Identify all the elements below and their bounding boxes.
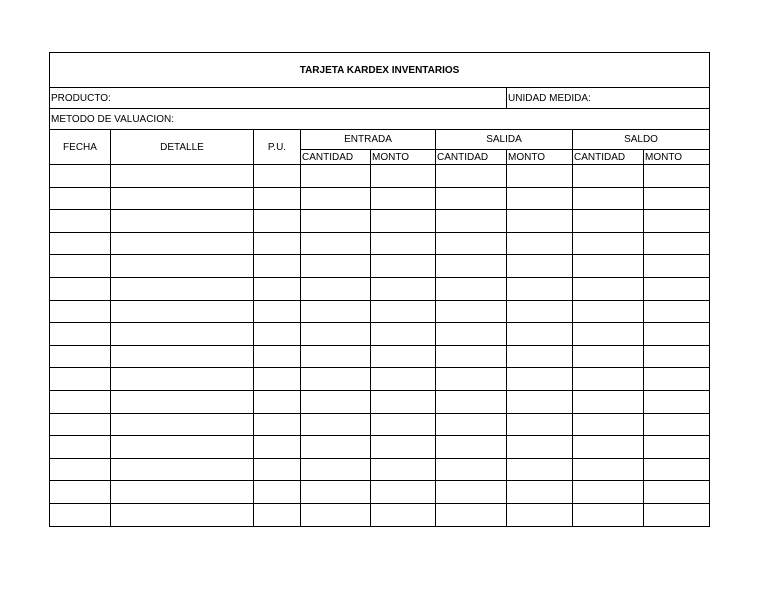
salida-cantidad-cell xyxy=(436,503,507,526)
entrada-monto-cell xyxy=(371,232,436,255)
salida-monto-cell xyxy=(507,323,573,346)
fecha-cell xyxy=(50,255,111,278)
saldo-cantidad-cell xyxy=(573,300,644,323)
table-row xyxy=(50,436,710,459)
detalle-cell xyxy=(111,481,254,504)
unidad-medida-label: UNIDAD MEDIDA: xyxy=(507,88,710,109)
pu-cell xyxy=(254,277,301,300)
salida-cantidad-cell xyxy=(436,390,507,413)
pu-cell xyxy=(254,436,301,459)
entrada-cantidad-cell xyxy=(301,300,371,323)
table-row xyxy=(50,413,710,436)
saldo-cantidad-cell xyxy=(573,165,644,188)
saldo-monto-cell xyxy=(644,210,710,233)
fecha-cell xyxy=(50,368,111,391)
saldo-monto-cell xyxy=(644,345,710,368)
pu-cell xyxy=(254,255,301,278)
salida-cantidad-header: CANTIDAD xyxy=(436,150,507,165)
entrada-monto-cell xyxy=(371,323,436,346)
salida-cantidad-cell xyxy=(436,300,507,323)
saldo-monto-cell xyxy=(644,413,710,436)
salida-monto-cell xyxy=(507,255,573,278)
saldo-monto-cell xyxy=(644,481,710,504)
fecha-cell xyxy=(50,458,111,481)
salida-cantidad-cell xyxy=(436,210,507,233)
detalle-cell xyxy=(111,255,254,278)
table-row xyxy=(50,368,710,391)
fecha-cell xyxy=(50,232,111,255)
saldo-monto-cell xyxy=(644,368,710,391)
saldo-cantidad-header: CANTIDAD xyxy=(573,150,644,165)
entrada-monto-cell xyxy=(371,503,436,526)
saldo-monto-cell xyxy=(644,277,710,300)
saldo-cantidad-cell xyxy=(573,210,644,233)
salida-monto-cell xyxy=(507,277,573,300)
entrada-cantidad-cell xyxy=(301,458,371,481)
salida-cantidad-cell xyxy=(436,277,507,300)
detalle-cell xyxy=(111,323,254,346)
detalle-cell xyxy=(111,345,254,368)
table-row xyxy=(50,300,710,323)
producto-label: PRODUCTO: xyxy=(50,88,507,109)
fecha-cell xyxy=(50,436,111,459)
pu-cell xyxy=(254,390,301,413)
saldo-monto-cell xyxy=(644,255,710,278)
salida-monto-cell xyxy=(507,368,573,391)
entrada-monto-cell xyxy=(371,481,436,504)
entrada-cantidad-cell xyxy=(301,345,371,368)
entrada-header: ENTRADA xyxy=(301,130,436,150)
salida-monto-cell xyxy=(507,232,573,255)
entrada-monto-cell xyxy=(371,345,436,368)
saldo-monto-cell xyxy=(644,390,710,413)
pu-cell xyxy=(254,345,301,368)
salida-cantidad-cell xyxy=(436,458,507,481)
form-title: TARJETA KARDEX INVENTARIOS xyxy=(50,53,710,88)
entrada-cantidad-cell xyxy=(301,165,371,188)
pu-cell xyxy=(254,232,301,255)
fecha-cell xyxy=(50,481,111,504)
salida-monto-cell xyxy=(507,436,573,459)
pu-cell xyxy=(254,368,301,391)
salida-cantidad-cell xyxy=(436,323,507,346)
salida-cantidad-cell xyxy=(436,481,507,504)
saldo-monto-header: MONTO xyxy=(644,150,710,165)
entrada-monto-cell xyxy=(371,413,436,436)
detalle-cell xyxy=(111,390,254,413)
salida-cantidad-cell xyxy=(436,436,507,459)
saldo-cantidad-cell xyxy=(573,390,644,413)
fecha-cell xyxy=(50,413,111,436)
entrada-monto-cell xyxy=(371,210,436,233)
saldo-cantidad-cell xyxy=(573,368,644,391)
detalle-cell xyxy=(111,300,254,323)
salida-monto-cell xyxy=(507,210,573,233)
detalle-cell xyxy=(111,503,254,526)
table-row xyxy=(50,458,710,481)
entrada-cantidad-cell xyxy=(301,187,371,210)
saldo-cantidad-cell xyxy=(573,323,644,346)
salida-monto-cell xyxy=(507,187,573,210)
detalle-cell xyxy=(111,277,254,300)
entrada-monto-cell xyxy=(371,368,436,391)
table-row xyxy=(50,345,710,368)
fecha-cell xyxy=(50,345,111,368)
detalle-cell xyxy=(111,436,254,459)
saldo-header: SALDO xyxy=(573,130,710,150)
table-row xyxy=(50,255,710,278)
salida-cantidad-cell xyxy=(436,255,507,278)
salida-monto-cell xyxy=(507,165,573,188)
detalle-header: DETALLE xyxy=(111,130,254,165)
table-row xyxy=(50,165,710,188)
salida-monto-cell xyxy=(507,300,573,323)
fecha-cell xyxy=(50,503,111,526)
detalle-cell xyxy=(111,368,254,391)
entrada-monto-cell xyxy=(371,436,436,459)
saldo-cantidad-cell xyxy=(573,503,644,526)
entrada-cantidad-cell xyxy=(301,210,371,233)
fecha-cell xyxy=(50,210,111,233)
entrada-cantidad-cell xyxy=(301,481,371,504)
fecha-cell xyxy=(50,390,111,413)
table-row xyxy=(50,481,710,504)
detalle-cell xyxy=(111,210,254,233)
detalle-cell xyxy=(111,458,254,481)
saldo-cantidad-cell xyxy=(573,255,644,278)
table-row xyxy=(50,232,710,255)
entrada-cantidad-cell xyxy=(301,323,371,346)
saldo-cantidad-cell xyxy=(573,187,644,210)
saldo-monto-cell xyxy=(644,323,710,346)
saldo-cantidad-cell xyxy=(573,277,644,300)
detalle-cell xyxy=(111,413,254,436)
table-row xyxy=(50,503,710,526)
pu-cell xyxy=(254,481,301,504)
fecha-cell xyxy=(50,187,111,210)
table-row xyxy=(50,323,710,346)
saldo-cantidad-cell xyxy=(573,232,644,255)
entrada-cantidad-header: CANTIDAD xyxy=(301,150,371,165)
pu-cell xyxy=(254,210,301,233)
saldo-cantidad-cell xyxy=(573,413,644,436)
detalle-cell xyxy=(111,187,254,210)
entrada-monto-cell xyxy=(371,390,436,413)
fecha-header: FECHA xyxy=(50,130,111,165)
pu-cell xyxy=(254,458,301,481)
salida-cantidad-cell xyxy=(436,165,507,188)
entrada-monto-cell xyxy=(371,165,436,188)
salida-cantidad-cell xyxy=(436,187,507,210)
detalle-cell xyxy=(111,165,254,188)
entrada-monto-cell xyxy=(371,187,436,210)
saldo-monto-cell xyxy=(644,187,710,210)
entrada-cantidad-cell xyxy=(301,436,371,459)
metodo-valuacion-label: METODO DE VALUACION: xyxy=(50,109,710,130)
saldo-cantidad-cell xyxy=(573,458,644,481)
saldo-monto-cell xyxy=(644,436,710,459)
entrada-monto-header: MONTO xyxy=(371,150,436,165)
fecha-cell xyxy=(50,323,111,346)
entrada-cantidad-cell xyxy=(301,413,371,436)
salida-cantidad-cell xyxy=(436,232,507,255)
entrada-monto-cell xyxy=(371,300,436,323)
entrada-cantidad-cell xyxy=(301,368,371,391)
salida-monto-cell xyxy=(507,481,573,504)
pu-cell xyxy=(254,323,301,346)
saldo-cantidad-cell xyxy=(573,436,644,459)
table-row xyxy=(50,390,710,413)
salida-cantidad-cell xyxy=(436,345,507,368)
entrada-monto-cell xyxy=(371,255,436,278)
pu-cell xyxy=(254,300,301,323)
entrada-cantidad-cell xyxy=(301,277,371,300)
fecha-cell xyxy=(50,165,111,188)
detalle-cell xyxy=(111,232,254,255)
saldo-monto-cell xyxy=(644,300,710,323)
entrada-cantidad-cell xyxy=(301,390,371,413)
pu-cell xyxy=(254,503,301,526)
pu-header: P.U. xyxy=(254,130,301,165)
saldo-monto-cell xyxy=(644,165,710,188)
table-row xyxy=(50,210,710,233)
table-row xyxy=(50,187,710,210)
pu-cell xyxy=(254,165,301,188)
saldo-monto-cell xyxy=(644,232,710,255)
saldo-monto-cell xyxy=(644,458,710,481)
fecha-cell xyxy=(50,277,111,300)
pu-cell xyxy=(254,413,301,436)
salida-monto-cell xyxy=(507,390,573,413)
saldo-cantidad-cell xyxy=(573,481,644,504)
entrada-cantidad-cell xyxy=(301,232,371,255)
entrada-monto-cell xyxy=(371,277,436,300)
entrada-monto-cell xyxy=(371,458,436,481)
salida-monto-cell xyxy=(507,413,573,436)
salida-cantidad-cell xyxy=(436,368,507,391)
salida-monto-header: MONTO xyxy=(507,150,573,165)
kardex-table xyxy=(49,52,710,527)
entrada-cantidad-cell xyxy=(301,503,371,526)
salida-header: SALIDA xyxy=(436,130,573,150)
fecha-cell xyxy=(50,300,111,323)
saldo-cantidad-cell xyxy=(573,345,644,368)
salida-monto-cell xyxy=(507,503,573,526)
salida-cantidad-cell xyxy=(436,413,507,436)
salida-monto-cell xyxy=(507,458,573,481)
entrada-cantidad-cell xyxy=(301,255,371,278)
pu-cell xyxy=(254,187,301,210)
salida-monto-cell xyxy=(507,345,573,368)
saldo-monto-cell xyxy=(644,503,710,526)
table-row xyxy=(50,277,710,300)
